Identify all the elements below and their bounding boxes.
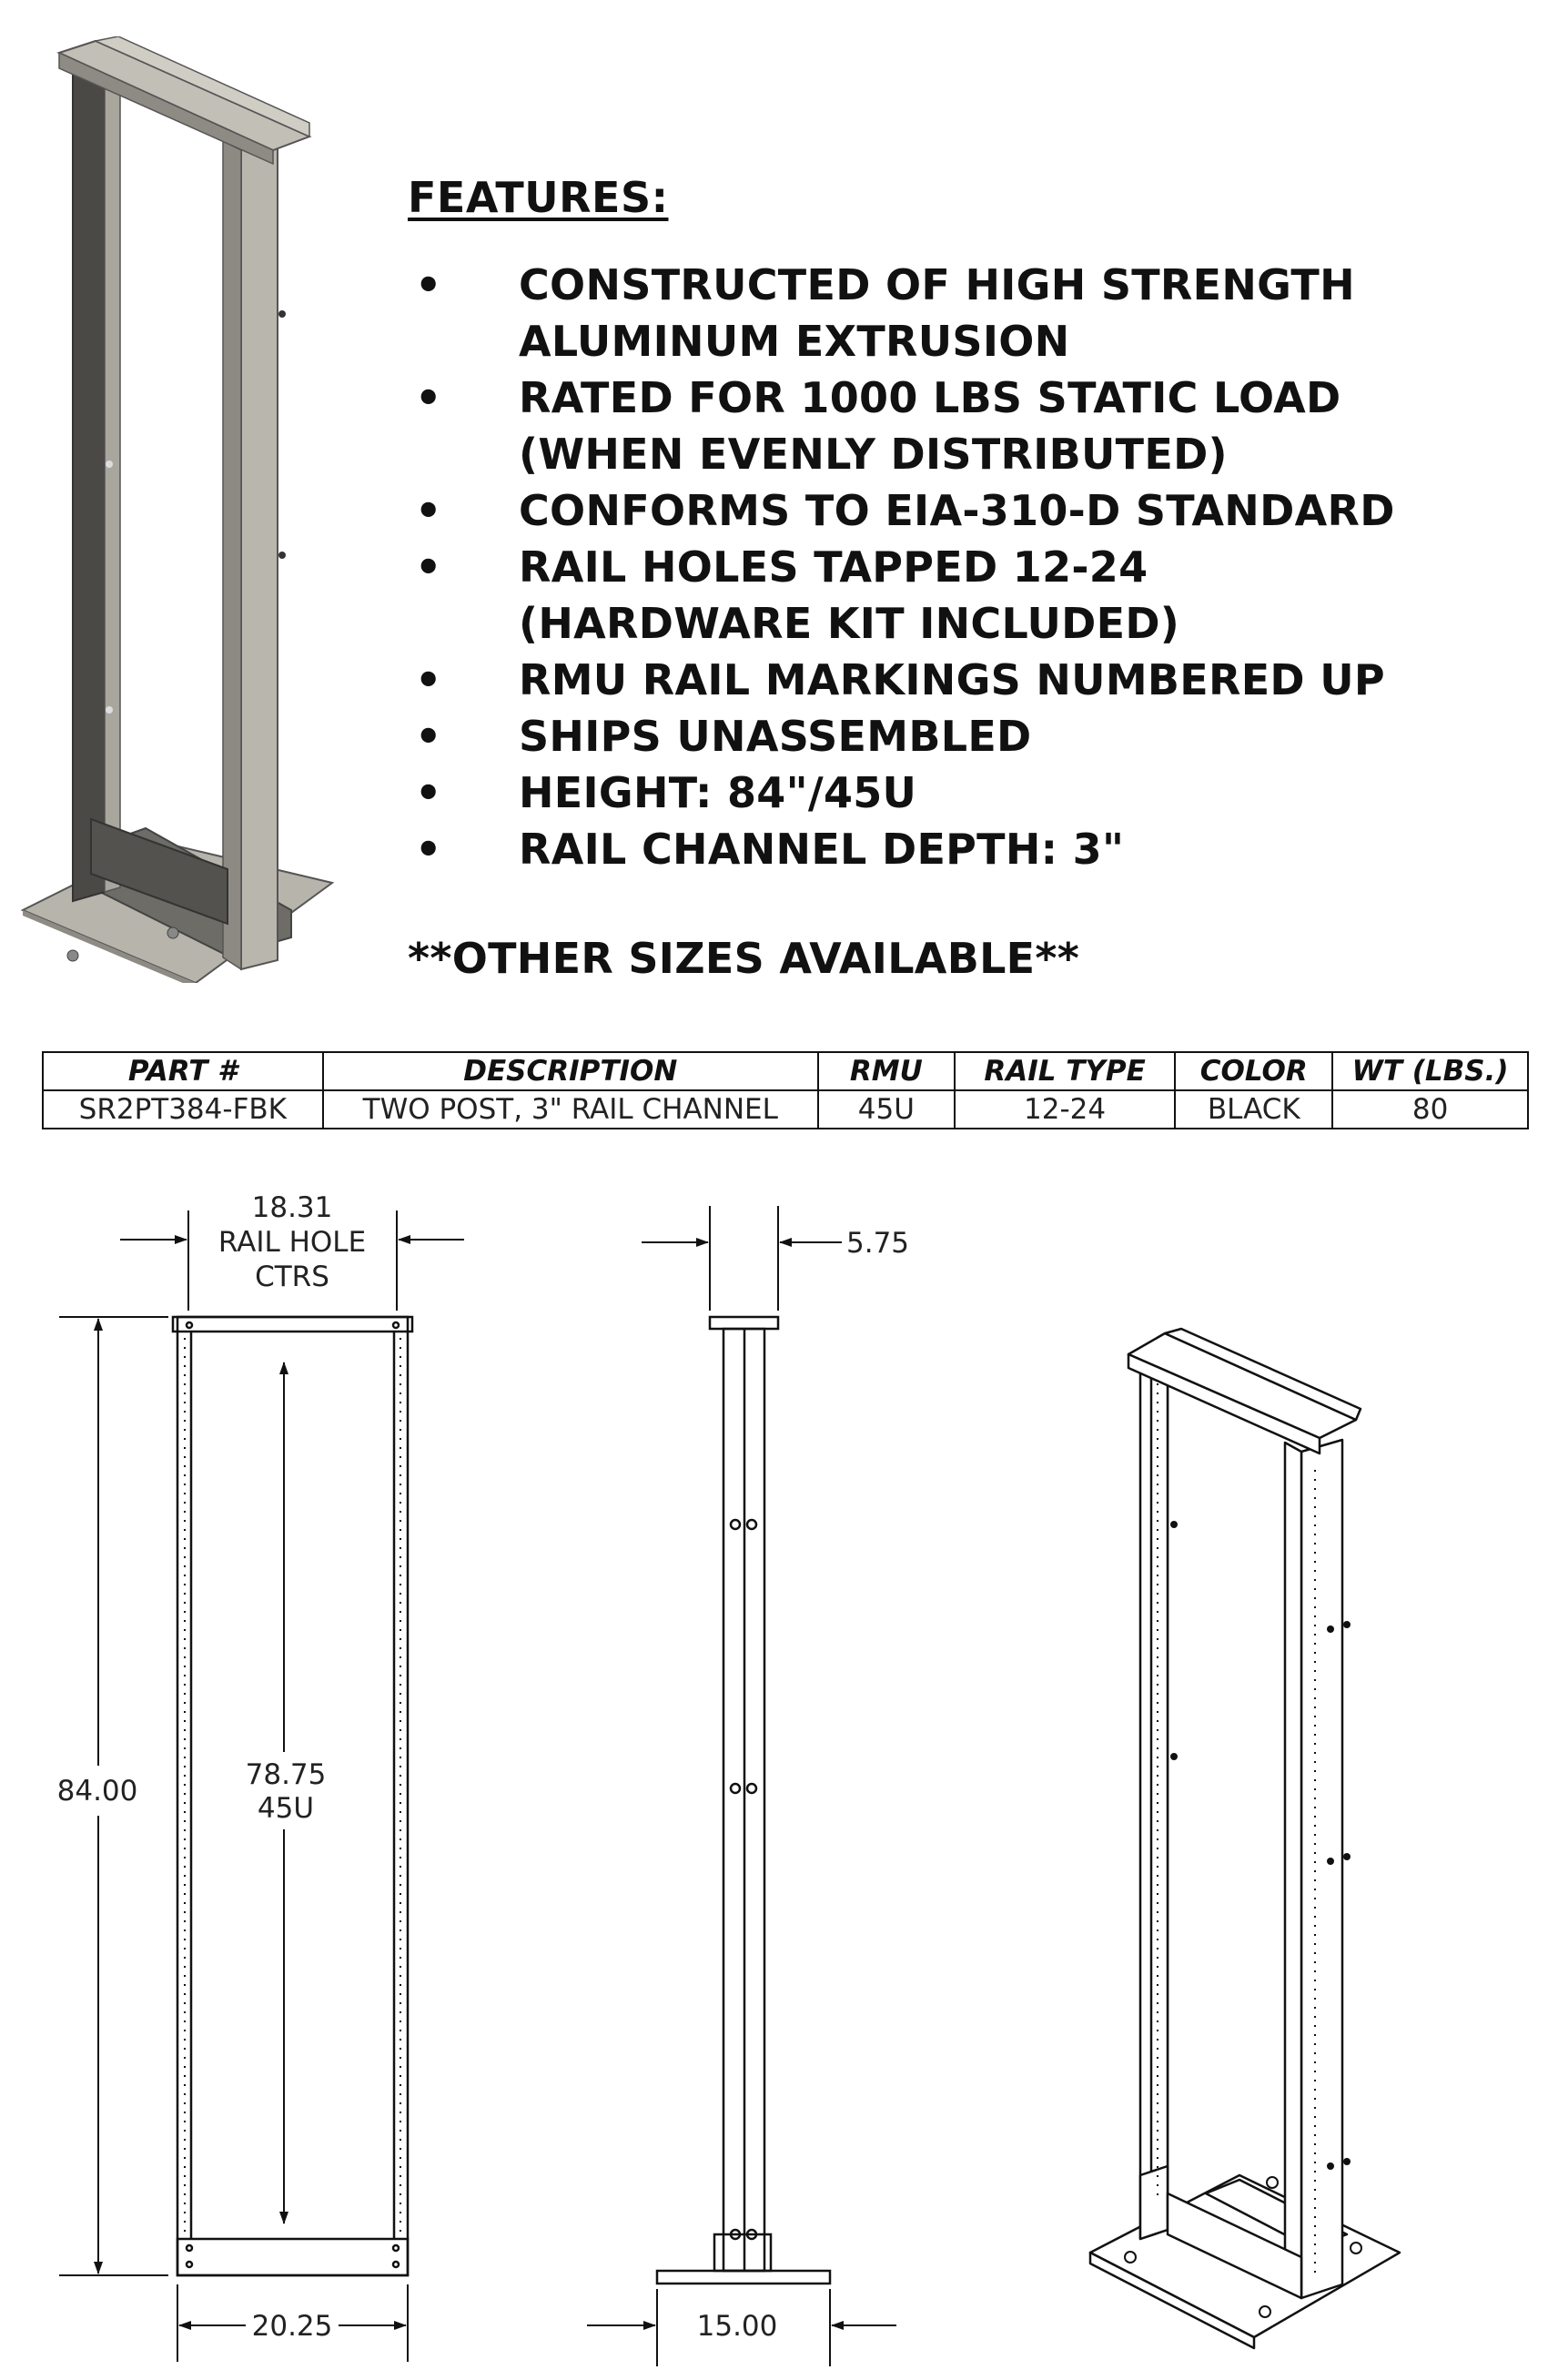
bullet-icon: •	[415, 486, 442, 535]
feature-item	[408, 652, 1536, 708]
feature-item	[408, 482, 1536, 539]
dim-depth-top: 5.75	[846, 1227, 910, 1260]
feature-text: CONFORMS TO EIA-310-D STANDARD	[519, 486, 1395, 535]
dim-rail-units: 45U	[257, 1792, 315, 1825]
feature-text: RAIL CHANNEL DEPTH: 3"	[519, 825, 1125, 874]
feature-text: (HARDWARE KIT INCLUDED)	[519, 599, 1180, 648]
dim-base-depth: 15.00	[696, 2310, 778, 2343]
feature-list	[408, 257, 1536, 877]
column-header-weight: WT (LBS.)	[1332, 1052, 1528, 1090]
feature-text: (WHEN EVENLY DISTRIBUTED)	[519, 430, 1228, 479]
features-title: FEATURES:	[408, 173, 669, 222]
cell-rmu: 45U	[818, 1090, 955, 1129]
dim-rail-hole-value: 18.31	[251, 1191, 333, 1224]
dim-height: 84.00	[56, 1775, 138, 1808]
feature-item	[408, 426, 1536, 482]
side-view-drawing	[657, 1317, 830, 2284]
dim-rail-hole-label: RAIL HOLE	[218, 1226, 367, 1259]
cell-part-number: SR2PT384-FBK	[43, 1090, 323, 1129]
feature-item	[408, 765, 1536, 821]
bullet-icon: •	[415, 373, 442, 422]
cell-description: TWO POST, 3" RAIL CHANNEL	[323, 1090, 818, 1129]
feature-text: HEIGHT: 84"/45U	[519, 768, 917, 817]
dim-rail-height: 78.75	[245, 1758, 327, 1791]
technical-drawings	[0, 1174, 1558, 2375]
dim-rail-hole-label2: CTRS	[255, 1261, 329, 1293]
cell-color: BLACK	[1175, 1090, 1332, 1129]
other-sizes-note: **OTHER SIZES AVAILABLE**	[408, 934, 1080, 983]
feature-text: SHIPS UNASSEMBLED	[519, 712, 1032, 761]
bullet-icon: •	[415, 260, 442, 309]
bullet-icon: •	[415, 768, 442, 817]
bullet-icon: •	[415, 655, 442, 704]
bullet-icon: •	[415, 825, 442, 874]
column-header-part: PART #	[43, 1052, 323, 1090]
feature-text: RATED FOR 1000 LBS STATIC LOAD	[519, 373, 1341, 422]
table-header-row	[43, 1052, 1528, 1090]
feature-item	[408, 257, 1536, 313]
feature-item	[408, 370, 1536, 426]
feature-text: RAIL HOLES TAPPED 12-24	[519, 542, 1148, 592]
cell-rail-type: 12-24	[955, 1090, 1176, 1129]
feature-text: CONSTRUCTED OF HIGH STRENGTH	[519, 260, 1355, 309]
feature-item	[408, 539, 1536, 595]
column-header-rail-type: RAIL TYPE	[955, 1052, 1176, 1090]
cell-weight: 80	[1332, 1090, 1528, 1129]
dim-width: 20.25	[251, 2310, 333, 2343]
features-section	[408, 173, 1536, 983]
feature-text: ALUMINUM EXTRUSION	[519, 317, 1070, 366]
feature-item	[408, 313, 1536, 370]
feature-item	[408, 595, 1536, 652]
feature-text: RMU RAIL MARKINGS NUMBERED UP	[519, 655, 1385, 704]
rack-render-image	[18, 36, 346, 983]
column-header-color: COLOR	[1175, 1052, 1332, 1090]
column-header-rmu: RMU	[818, 1052, 955, 1090]
column-header-description: DESCRIPTION	[323, 1052, 818, 1090]
feature-item	[408, 821, 1536, 877]
bullet-icon: •	[415, 542, 442, 592]
isometric-view-drawing	[1090, 1329, 1400, 2348]
spec-table	[42, 1051, 1529, 1129]
feature-item	[408, 708, 1536, 765]
table-row	[43, 1090, 1528, 1129]
bullet-icon: •	[415, 712, 442, 761]
